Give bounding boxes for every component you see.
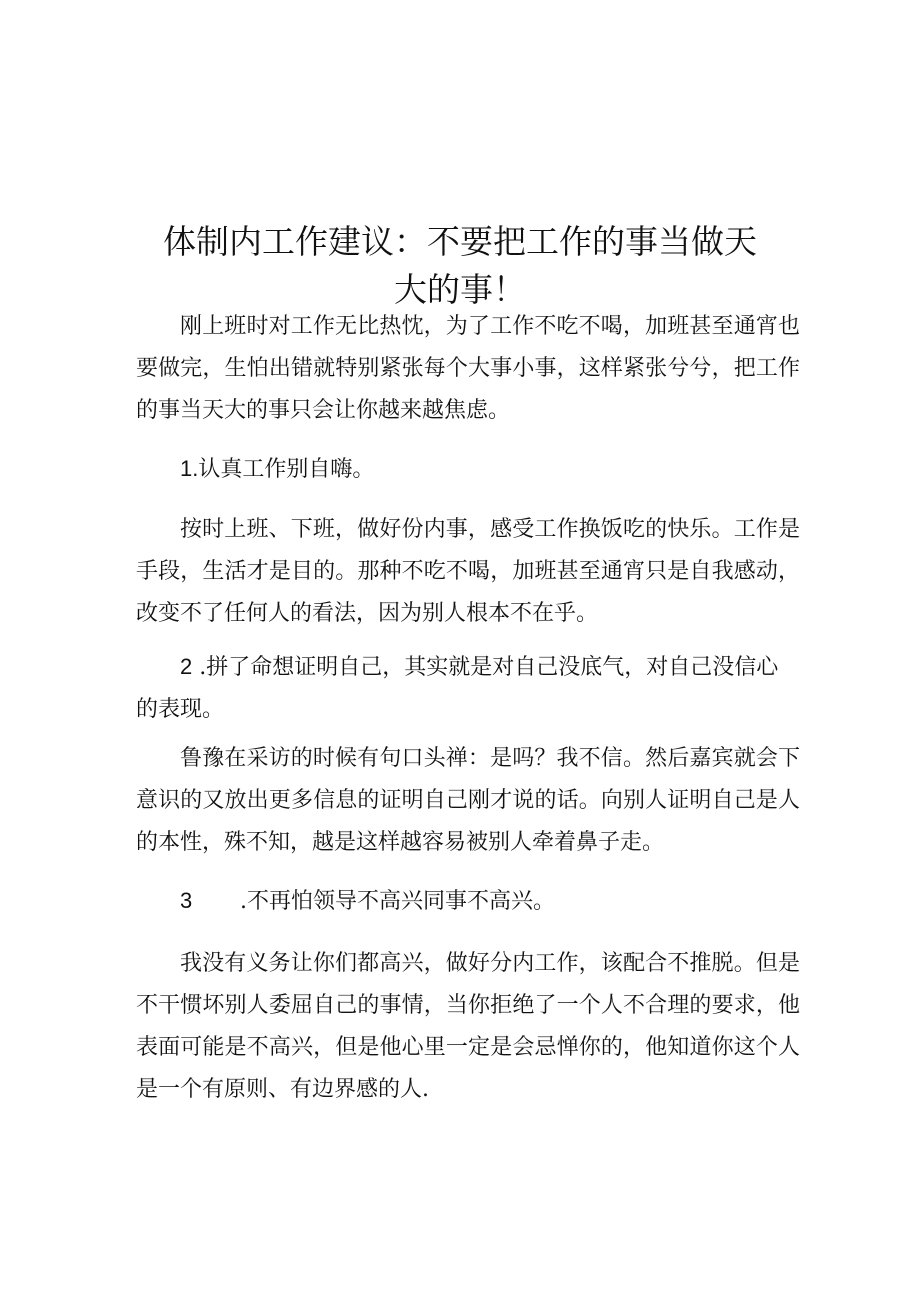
section-2-heading — [136, 646, 800, 731]
section-3-body: 我没有义务让你们都高兴，做好分内工作，该配合不推脱。但是不干惯坏别人委屈自己的事情，当你拒绝了一个人不合理的要求，他表面可能是不高兴，但是他心里一定是会忌惮你的，他知道你这个人是一个有原则、有边界感的人. — [136, 951, 800, 1102]
section-1-heading-text: 认真工作别自嗨。 — [198, 457, 375, 482]
section-1-body: 按时上班、下班，做好份内事，感受工作换饭吃的快乐。工作是手段，生活才是目的。那种不吃不喝，加班甚至通宵只是自我感动，改变不了任何人的看法，因为别人根本不在乎。 — [136, 517, 800, 626]
section-2-number: 2 — [180, 654, 193, 679]
section-3-heading-text: .不再怕领导不高兴同事不高兴。 — [240, 889, 555, 914]
section-1-number: 1. — [180, 456, 199, 481]
section-3-heading — [180, 880, 800, 923]
section-2-heading-text: .拼了命想证明自己，其实就是对自己没底气，对自己没信心的表现。 — [136, 655, 779, 722]
section-1-heading — [180, 448, 800, 491]
intro-paragraph: 刚上班时对工作无比热忱，为了工作不吃不喝，加班甚至通宵也要做完，生怕出错就特别紧张每个大事小事，这样紧张兮兮，把工作的事当天大的事只会让你越来越焦虑。 — [136, 314, 800, 423]
section-2-body: 鲁豫在采访的时候有句口头禅：是吗？我不信。然后嘉宾就会下意识的又放出更多信息的证明自己刚才说的话。向别人证明自己是人的本性，殊不知，越是这样越容易被别人牵着鼻子走。 — [136, 746, 800, 855]
section-3-number: 3 — [180, 888, 193, 913]
document-title: 体制内工作建议：不要把工作的事当做天大的事！ — [163, 222, 757, 309]
